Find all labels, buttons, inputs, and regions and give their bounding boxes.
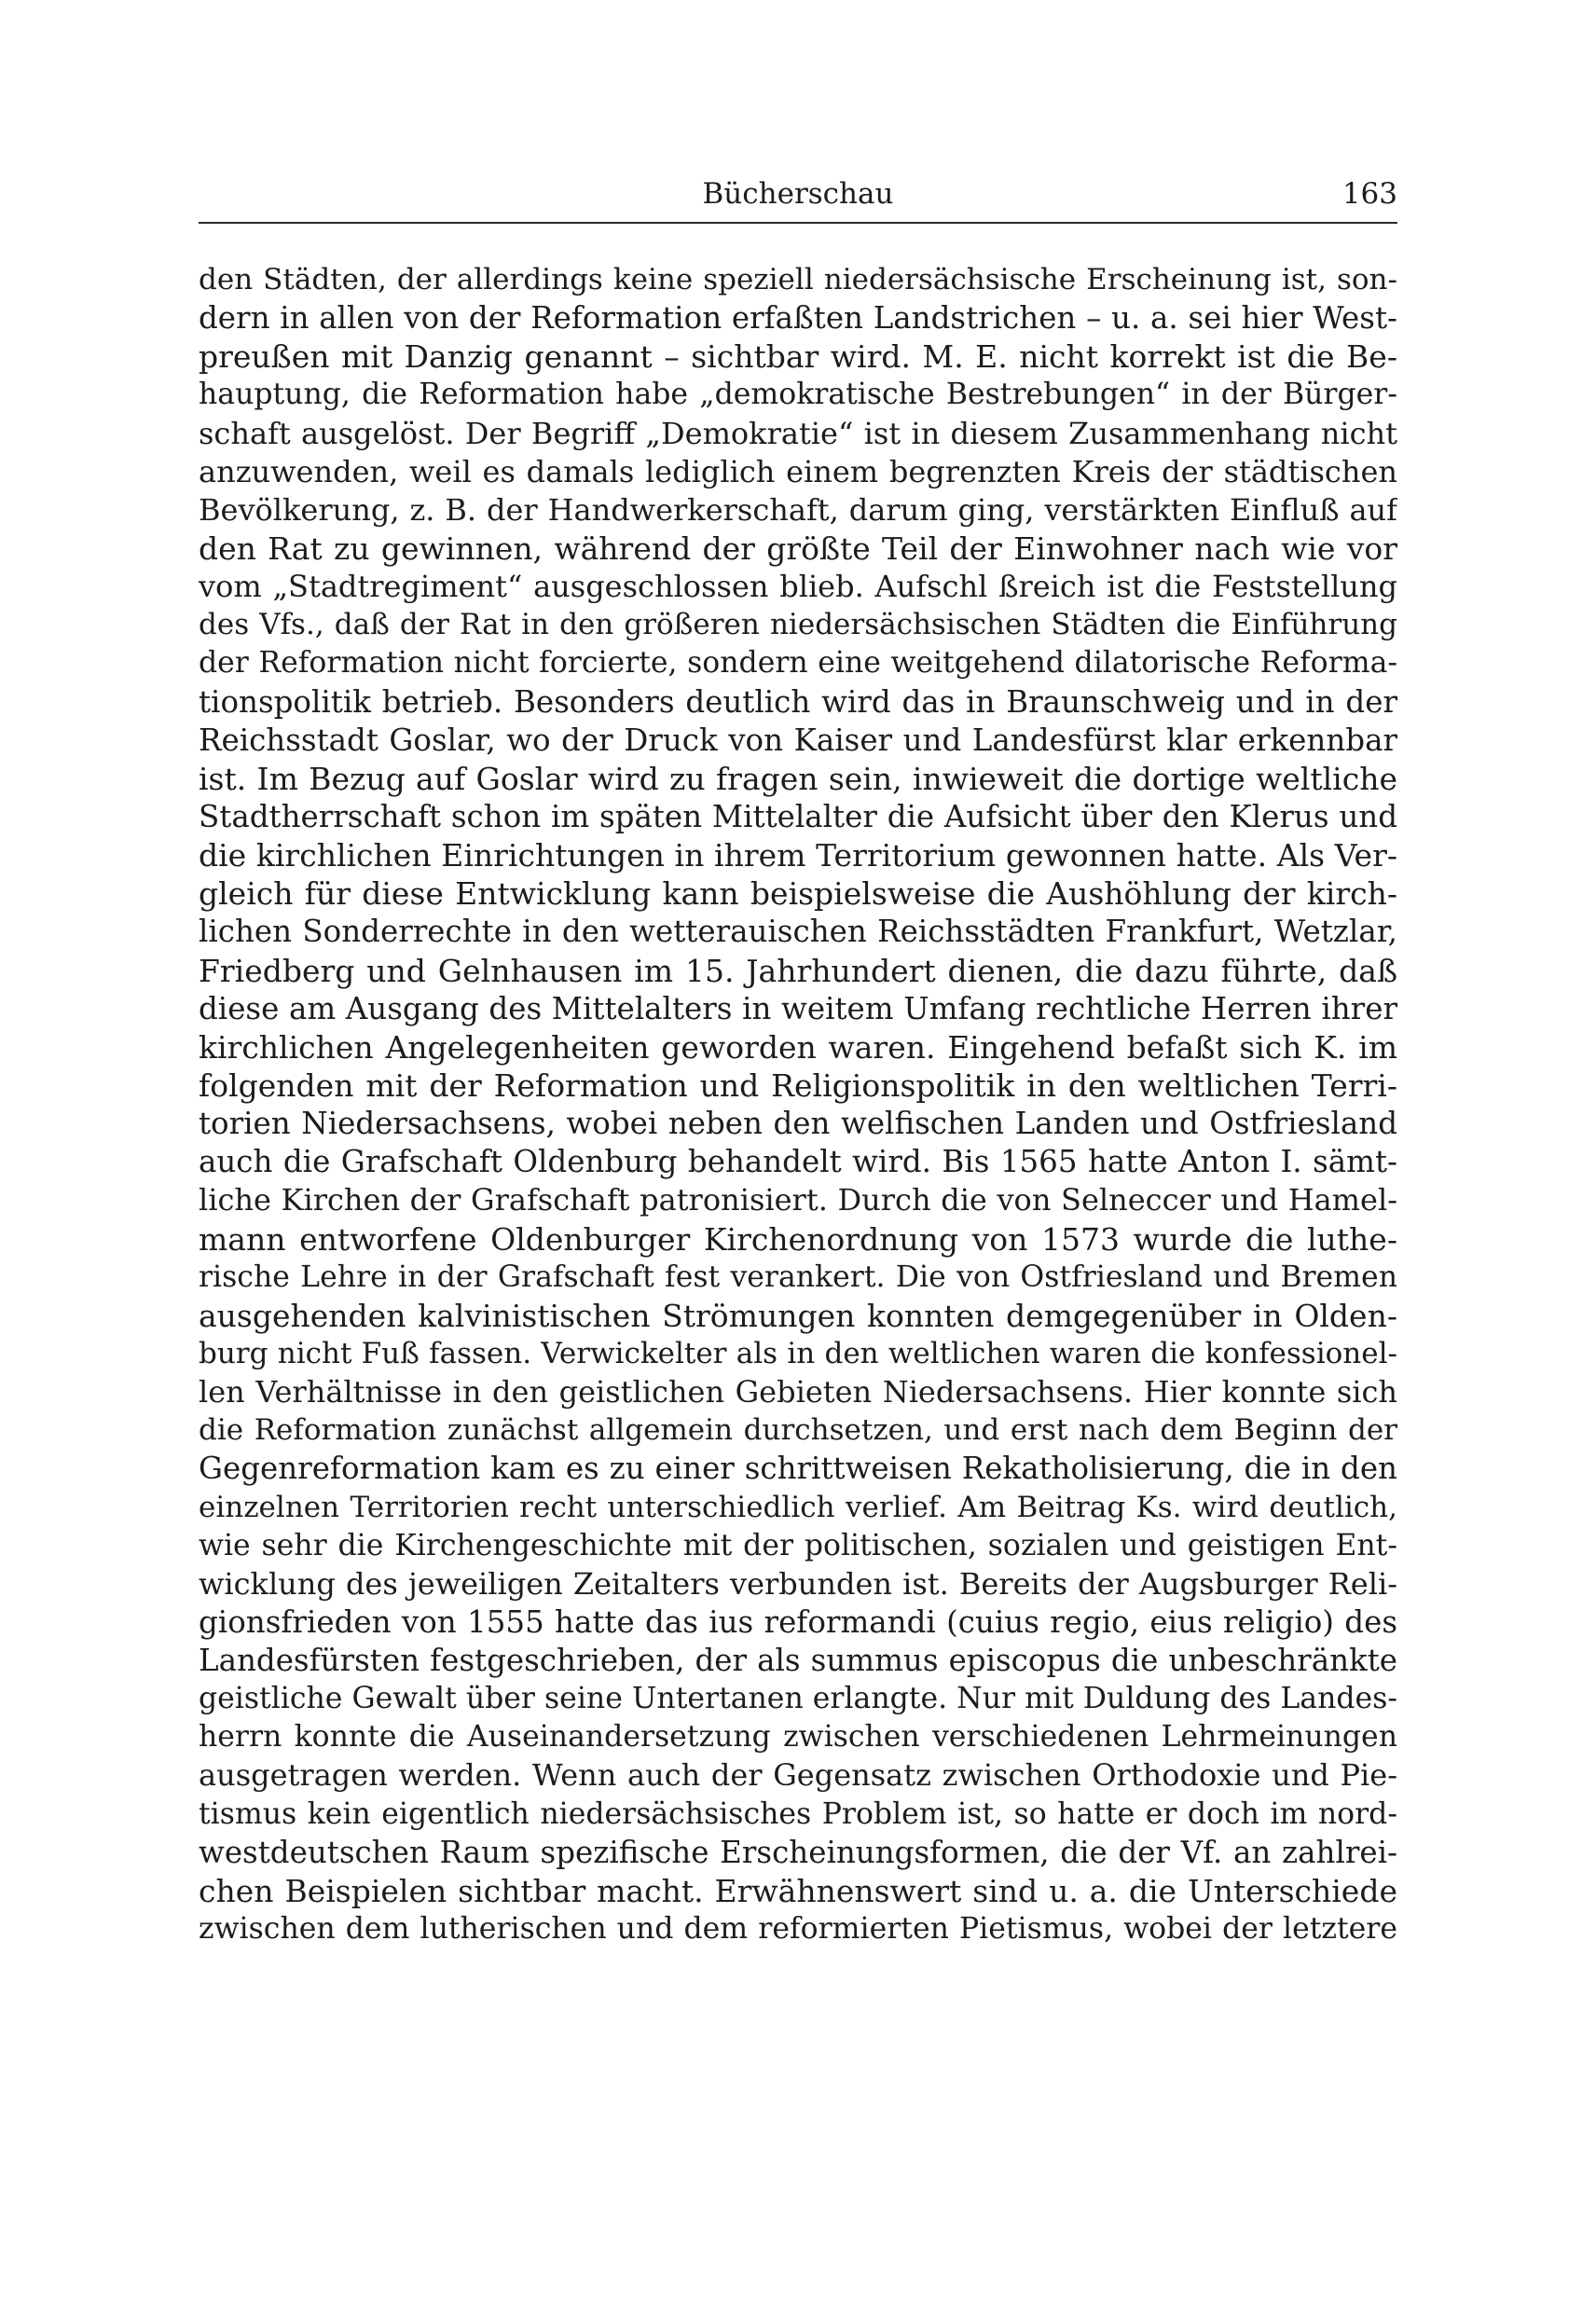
- text-line: liche Kirchen der Grafschaft patronisiert. Durch die von Selneccer und Hamel-: [199, 1182, 1397, 1218]
- text-line: burg nicht Fuß fassen. Verwickelter als in den weltlichen waren die konfessionel-: [199, 1336, 1397, 1370]
- text-line: anzuwenden, weil es damals lediglich einem begrenzten Kreis der städtischen: [199, 453, 1397, 489]
- running-head: [199, 175, 1397, 216]
- text-line: len Verhältnisse in den geistlichen Gebieten Niedersachsens. Hier konnte sich: [199, 1374, 1397, 1411]
- text-line: preußen mit Danzig genannt – sichtbar wird. M. E. nicht korrekt ist die Be-: [199, 338, 1397, 376]
- text-line: wicklung des jeweiligen Zeitalters verbunden ist. Bereits der Augsburger Reli-: [199, 1565, 1397, 1602]
- text-line: hauptung, die Reformation habe „demokratische Bestrebungen“ in der Bürger-: [199, 378, 1397, 412]
- page-number: 163: [1341, 177, 1397, 211]
- text-line: zwischen dem lutherischen und dem reformierten Pietismus, wobei der letztere: [199, 1912, 1397, 1947]
- text-line: einzelnen Territorien recht unterschiedlich verlief. Am Beitrag Ks. wird deutlich,: [199, 1490, 1397, 1524]
- text-line: dern in allen von der Reformation erfaßten Landstrichen – u. a. sei hier West-: [199, 300, 1397, 337]
- text-line: mann entworfene Oldenburger Kirchenordnung von 1573 wurde die luthe-: [199, 1220, 1397, 1258]
- text-line: geistliche Gewalt über seine Untertanen erlangte. Nur mit Duldung des Landes-: [199, 1682, 1397, 1716]
- text-line: schaft ausgelöst. Der Begriff „Demokratie“ ist in diesem Zusammenhang nicht: [199, 415, 1397, 451]
- text-line: Gegenreformation kam es zu einer schrittweisen Rekatholisierung, die in den: [199, 1451, 1397, 1487]
- text-line: rische Lehre in der Grafschaft fest verankert. Die von Ostfriesland und Bremen: [199, 1259, 1397, 1294]
- text-line: diese am Ausgang des Mittelalters in weitem Umfang rechtliche Herren ihrer: [199, 990, 1397, 1026]
- text-line: den Städten, der allerdings keine speziell niedersächsische Erscheinung ist, son-: [199, 263, 1397, 296]
- text-line: wie sehr die Kirchengeschichte mit der politischen, sozialen und geistigen Ent-: [199, 1528, 1397, 1562]
- text-line: die kirchlichen Einrichtungen in ihrem Territorium gewonnen hatte. Als Ver-: [199, 837, 1397, 874]
- text-line: ausgehenden kalvinistischen Strömungen konnten demgegenüber in Olden-: [199, 1297, 1397, 1334]
- text-line: Reichsstadt Goslar, wo der Druck von Kaiser und Landesfürst klar erkennbar: [199, 722, 1397, 758]
- text-line: herrn konnte die Auseinandersetzung zwischen verschiedenen Lehrmeinungen: [199, 1720, 1397, 1755]
- text-line: westdeutschen Raum spezifische Erscheinungsformen, die der Vf. an zahlrei-: [199, 1834, 1397, 1870]
- text-line: kirchlichen Angelegenheiten geworden waren. Eingehend befaßt sich K. im: [199, 1028, 1397, 1066]
- text-line: chen Beispielen sichtbar macht. Erwähnenswert sind u. a. die Unterschiede: [199, 1872, 1397, 1909]
- text-line: Stadtherrschaft schon im späten Mittelalter die Aufsicht über den Klerus und: [199, 798, 1397, 834]
- text-line: ist. Im Bezug auf Goslar wird zu fragen sein, inwieweit die dortige weltliche: [199, 760, 1397, 797]
- body-text: [199, 261, 1397, 1987]
- text-line: tionspolitik betrieb. Besonders deutlich wird das in Braunschweig und in der: [199, 683, 1397, 720]
- text-line: ausgetragen werden. Wenn auch der Gegensatz zwischen Orthodoxie und Pie-: [199, 1757, 1397, 1794]
- text-line: tismus kein eigentlich niedersächsisches Problem ist, so hatte er doch im nord-: [199, 1796, 1397, 1831]
- text-line: die Reformation zunächst allgemein durchsetzen, und erst nach dem Beginn der: [199, 1413, 1397, 1448]
- text-line: Friedberg und Gelnhausen im 15. Jahrhundert dienen, die dazu führte, daß: [199, 952, 1397, 989]
- text-line: folgenden mit der Reformation und Religionspolitik in den weltlichen Terri-: [199, 1067, 1397, 1104]
- text-line: der Reformation nicht forcierte, sondern eine weitgehend dilatorische Reforma-: [199, 646, 1397, 681]
- text-line: vom „Stadtregiment“ ausgeschlossen blieb. Aufschl ßreich ist die Feststellung: [199, 569, 1397, 605]
- text-line: torien Niedersachsens, wobei neben den welfischen Landen und Ostfriesland: [199, 1106, 1397, 1142]
- text-line: Bevölkerung, z. B. der Handwerkerschaft, darum ging, verstärkten Einfluß auf: [199, 491, 1397, 528]
- text-line: des Vfs., daß der Rat in den größeren niedersächsischen Städten die Einführung: [199, 608, 1397, 642]
- text-line: den Rat zu gewinnen, während der größte Teil der Einwohner nach wie vor: [199, 530, 1397, 567]
- text-line: Landesfürsten festgeschrieben, der als summus episcopus die unbeschränkte: [199, 1643, 1397, 1679]
- text-line: gleich für diese Entwicklung kann beispielsweise die Aushöhlung der kirch-: [199, 875, 1397, 913]
- text-line: gionsfrieden von 1555 hatte das ius reformandi (cuius regio, eius religio) des: [199, 1603, 1397, 1640]
- running-title: Bücherschau: [702, 177, 894, 211]
- text-line: auch die Grafschaft Oldenburg behandelt wird. Bis 1565 hatte Anton I. sämt-: [199, 1144, 1397, 1180]
- text-line: lichen Sonderrechte in den wetterauischen Reichsstädten Frankfurt, Wetzlar,: [199, 914, 1397, 950]
- header-rule: [199, 222, 1397, 224]
- text-line: [199, 1948, 1397, 1987]
